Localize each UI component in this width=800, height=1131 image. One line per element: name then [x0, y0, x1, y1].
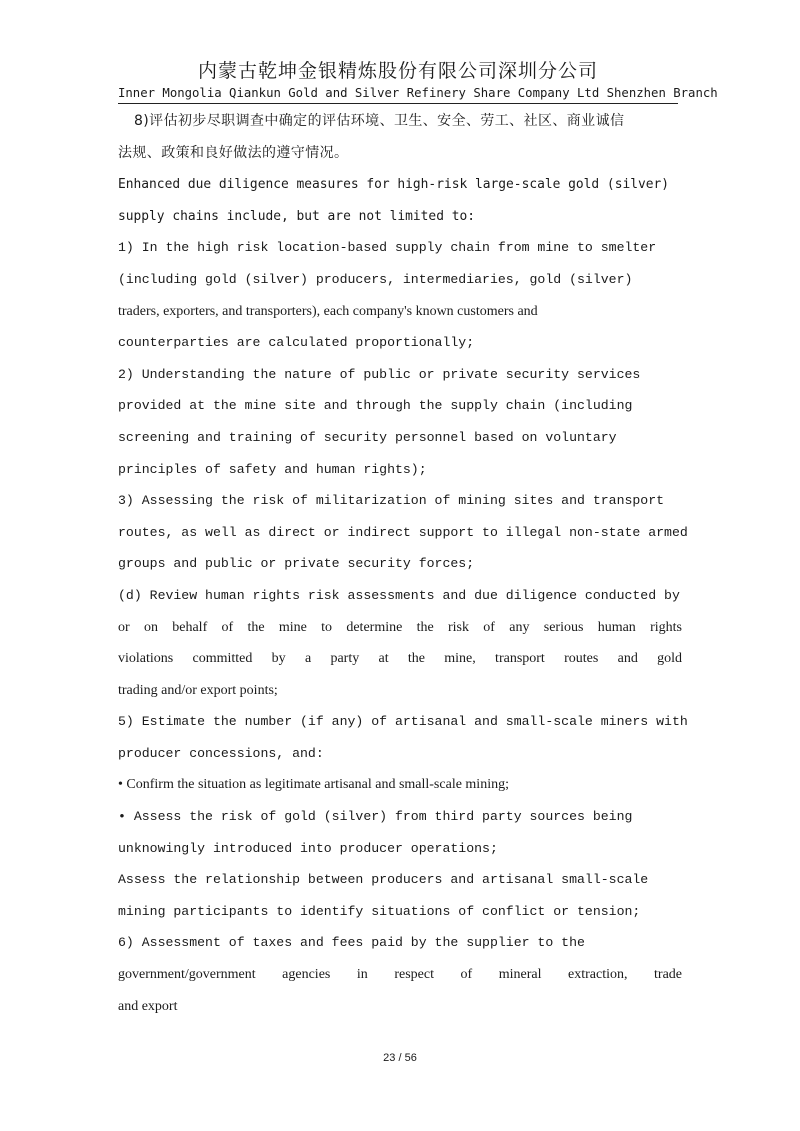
- bullet-item: unknowingly introduced into producer operations;: [118, 840, 498, 856]
- paragraph-6-line: government/government agencies in respect of mineral extraction, trade: [118, 967, 682, 983]
- paragraph-4-line: trading and/or export points;: [118, 682, 278, 698]
- paragraph-6-line: and export: [118, 998, 178, 1014]
- paragraph-1-line: counterparties are calculated proportionally;: [118, 335, 475, 351]
- section-heading: Enhanced due diligence measures for high-risk large-scale gold (silver): [118, 177, 670, 193]
- paragraph-4-line: (d) Review human rights risk assessments and due diligence conducted by: [118, 587, 680, 603]
- item-8-line: 法规、政策和良好做法的遵守情况。: [118, 144, 349, 161]
- item-8-line: 8)评估初步尽职调查中确定的评估环境、卫生、安全、劳工、社区、商业诚信: [134, 113, 625, 129]
- company-name-chinese: 内蒙古乾坤金银精炼股份有限公司深圳分公司: [197, 60, 598, 82]
- bullet-item: • Confirm the situation as legitimate artisanal and small-scale mining;: [118, 777, 509, 793]
- paragraph-1-line: traders, exporters, and transporters), each company's known customers and: [118, 303, 538, 319]
- paragraph-2-line: screening and training of security personnel based on voluntary: [118, 429, 617, 445]
- assess-relationship-line: Assess the relationship between producers and artisanal small-scale: [118, 872, 649, 888]
- paragraph-5-line: producer concessions, and:: [118, 745, 324, 761]
- paragraph-1-line: 1) In the high risk location-based supply chain from mine to smelter: [118, 240, 657, 256]
- paragraph-2-line: 2) Understanding the nature of public or private security services: [118, 366, 641, 382]
- paragraph-4-line: or on behalf of the mine to determine the risk of any serious human rights: [118, 619, 682, 635]
- paragraph-3-line: groups and public or private security forces;: [118, 556, 475, 572]
- paragraph-3-line: 3) Assessing the risk of militarization of mining sites and transport: [118, 493, 665, 509]
- paragraph-6-line: 6) Assessment of taxes and fees paid by the supplier to the: [118, 935, 585, 951]
- document-body: [118, 106, 688, 1022]
- paragraph-5-line: 5) Estimate the number (if any) of artisanal and small-scale miners with: [118, 714, 688, 730]
- page-header: [118, 58, 718, 102]
- paragraph-3-line: routes, as well as direct or indirect support to illegal non-state armed: [118, 524, 688, 540]
- paragraph-1-line: (including gold (silver) producers, intermediaries, gold (silver): [118, 271, 633, 287]
- company-name-english: Inner Mongolia Qiankun Gold and Silver Refinery Share Company Ltd Shenzhen Branch: [118, 86, 718, 100]
- page-number: 23 / 56: [383, 1052, 417, 1064]
- bullet-item: • Assess the risk of gold (silver) from third party sources being: [118, 809, 633, 825]
- paragraph-4-line: violations committed by a party at the mine, transport routes and gold: [118, 651, 682, 667]
- paragraph-2-line: principles of safety and human rights);: [118, 461, 427, 477]
- assess-relationship-line: mining participants to identify situations of conflict or tension;: [118, 903, 641, 919]
- section-heading: supply chains include, but are not limited to:: [118, 208, 475, 224]
- paragraph-2-line: provided at the mine site and through the supply chain (including: [118, 398, 633, 414]
- header-divider: [118, 103, 678, 104]
